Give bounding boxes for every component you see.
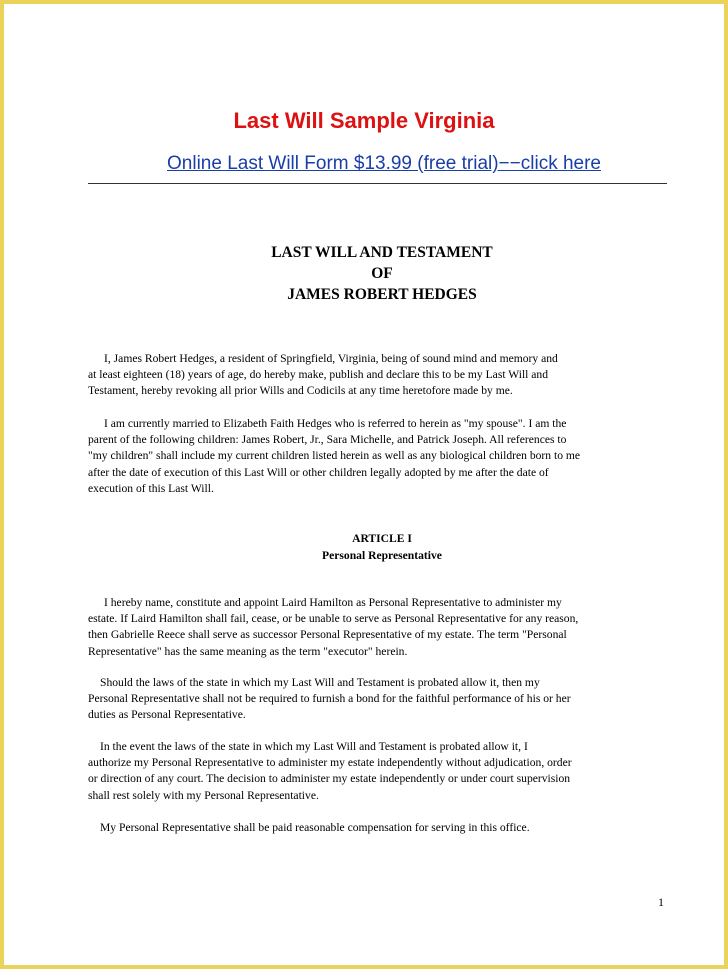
paragraph-line: at least eighteen (18) years of age, do hereby make, publish and declare this to be my Last Will and (88, 368, 549, 382)
paragraph-line: Personal Representative shall not be required to furnish a bond for the faithful performance of his or her (88, 692, 571, 706)
article-number: ARTICLE I (352, 532, 412, 545)
paragraph-line: after the date of execution of this Last Will or other children legally adopted by me after the date of (88, 465, 549, 479)
paragraph-line: or direction of any court. The decision to administer my estate independently or under court supervision (88, 772, 571, 786)
article-paragraph-compensation (88, 820, 678, 836)
heading-line-2: OF (371, 265, 393, 282)
intro-paragraph-family (88, 416, 678, 497)
paragraph-line: authorize my Personal Representative to administer my estate independently without adjudication, order (88, 756, 572, 770)
paragraph-line: shall rest solely with my Personal Representative. (88, 788, 319, 802)
paragraph-line: I, James Robert Hedges, a resident of Springfield, Virginia, being of sound mind and memory and (104, 352, 558, 365)
paragraph-line: My Personal Representative shall be paid reasonable compensation for serving in this office. (100, 821, 530, 834)
paragraph-line: execution of this Last Will. (88, 481, 214, 495)
intro-paragraph-declaration (88, 351, 678, 400)
paragraph-line: I am currently married to Elizabeth Faith Hedges who is referred to herein as "my spouse". I am the (104, 417, 567, 430)
paragraph-line: I hereby name, constitute and appoint Laird Hamilton as Personal Representative to administer my (104, 596, 562, 609)
paragraph-line: Testament, hereby revoking all prior Wills and Codicils at any time heretofore made by me. (88, 384, 513, 398)
article-heading (4, 531, 728, 564)
page-title: Last Will Sample Virginia (233, 108, 495, 133)
heading-line-3: JAMES ROBERT HEDGES (287, 286, 477, 303)
paragraph-line: Should the laws of the state in which my Last Will and Testament is probated allow it, then my (100, 676, 540, 689)
article-paragraph-bond (88, 675, 678, 724)
header-divider (88, 183, 667, 184)
document-page (4, 4, 724, 965)
paragraph-line: duties as Personal Representative. (88, 708, 246, 722)
heading-line-1: LAST WILL AND TESTAMENT (271, 244, 493, 261)
article-paragraph-appointment (88, 595, 678, 660)
paragraph-line: Representative" has the same meaning as the term "executor" herein. (88, 644, 408, 658)
paragraph-line: then Gabrielle Reece shall serve as successor Personal Representative of my estate. The term "Personal (88, 628, 567, 642)
article-title: Personal Representative (322, 548, 442, 562)
article-paragraph-independent-administration (88, 739, 678, 804)
will-heading (4, 242, 728, 305)
promo-link[interactable]: Online Last Will Form $13.99 (free trial)−−click here (167, 153, 601, 174)
paragraph-line: "my children" shall include my current children listed herein as well as any biological children born to me (88, 449, 581, 463)
paragraph-line: In the event the laws of the state in which my Last Will and Testament is probated allow it, I (100, 740, 528, 753)
paragraph-line: estate. If Laird Hamilton shall fail, cease, or be unable to serve as Personal Representative for any reason, (88, 612, 579, 626)
page-number: 1 (658, 895, 664, 909)
paragraph-line: parent of the following children: James Robert, Jr., Sara Michelle, and Patrick Joseph. All references to (88, 433, 567, 447)
